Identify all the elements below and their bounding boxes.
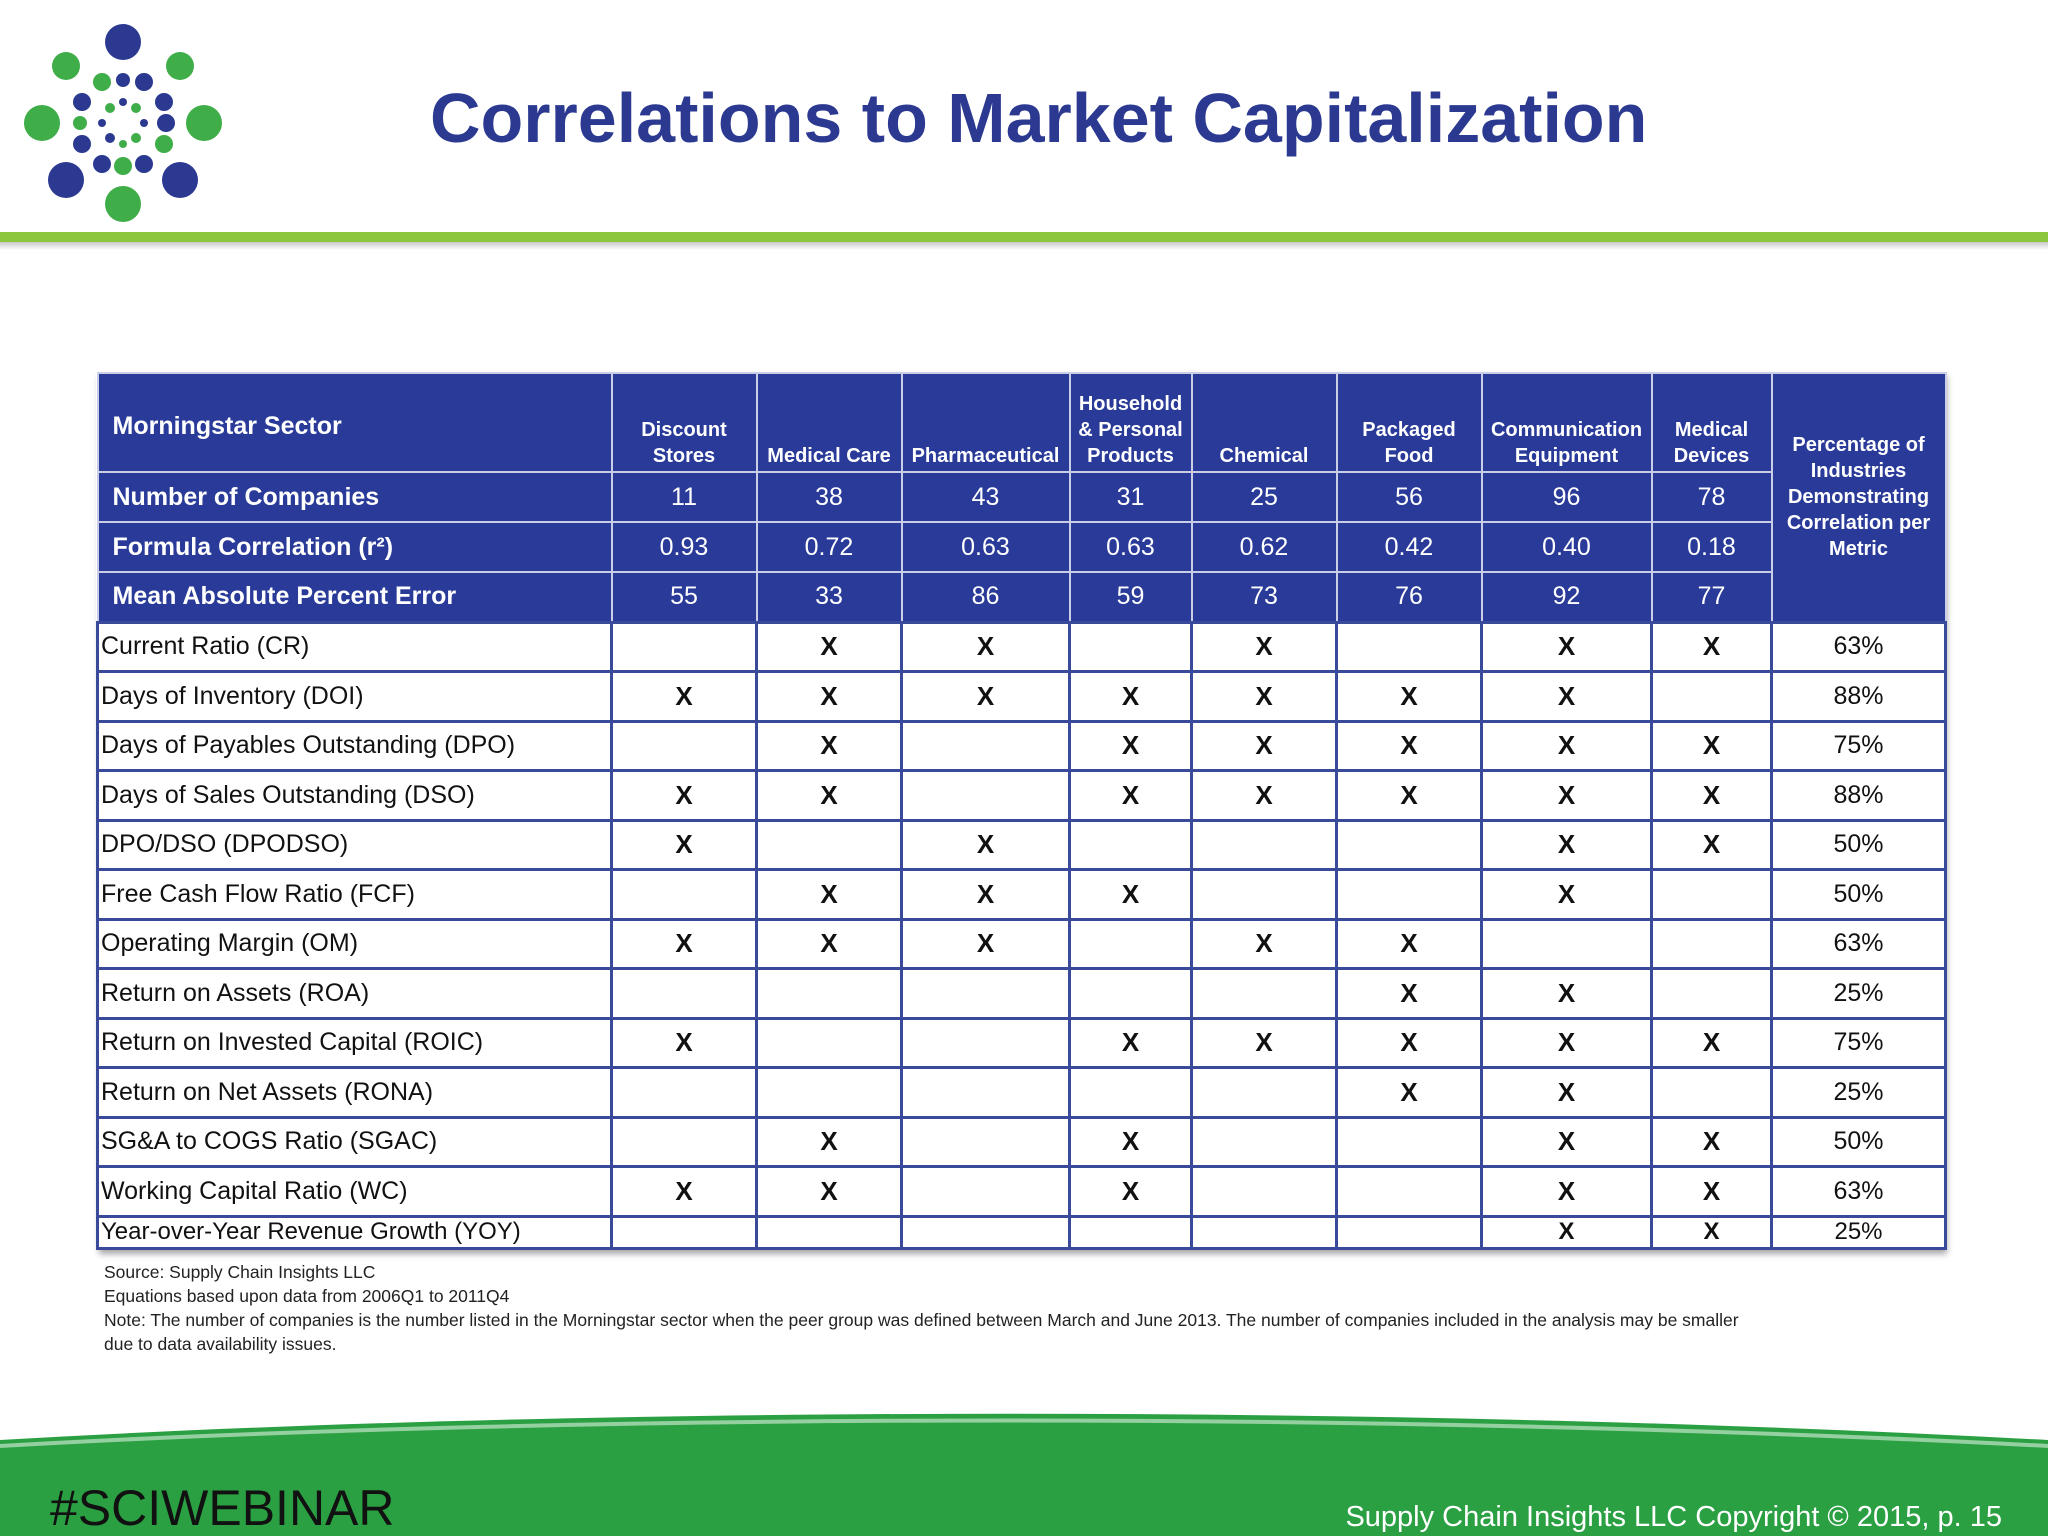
correlation-mark <box>1192 969 1337 1019</box>
correlation-mark: X <box>1482 820 1652 870</box>
summary-value: 11 <box>612 472 757 522</box>
correlation-mark <box>1652 1068 1772 1118</box>
correlation-mark <box>757 1018 902 1068</box>
metric-percentage: 75% <box>1772 1018 1946 1068</box>
correlation-mark <box>612 721 757 771</box>
correlation-mark <box>1192 1068 1337 1118</box>
correlation-mark: X <box>757 1117 902 1167</box>
correlation-mark: X <box>757 870 902 920</box>
metric-percentage: 25% <box>1772 969 1946 1019</box>
sector-header-line: Packaged <box>1362 419 1456 441</box>
summary-value: 31 <box>1070 472 1192 522</box>
equations-note: Equations based upon data from 2006Q1 to 2011Q4 <box>104 1286 510 1306</box>
sector-header-4 <box>1192 373 1337 472</box>
correlation-mark: X <box>1337 1068 1482 1118</box>
correlation-mark: X <box>1482 721 1652 771</box>
correlation-mark <box>612 622 757 672</box>
metric-row <box>98 672 1946 722</box>
correlation-mark: X <box>1652 622 1772 672</box>
metric-label: Current Ratio (CR) <box>98 622 612 672</box>
sector-label: Morningstar Sector <box>98 373 612 472</box>
correlation-mark: X <box>757 1167 902 1217</box>
percentage-header-line: Percentage of <box>1792 434 1925 457</box>
correlation-mark: X <box>757 771 902 821</box>
metric-label: Return on Net Assets (RONA) <box>98 1068 612 1118</box>
correlation-mark: X <box>612 1018 757 1068</box>
correlation-mark <box>612 969 757 1019</box>
sector-header-line: Medical <box>1674 419 1749 441</box>
summary-row-label: Number of Companies <box>98 472 612 522</box>
sector-header-line: Communication <box>1490 419 1643 441</box>
sector-header-line: Stores <box>652 445 716 467</box>
correlation-mark <box>757 820 902 870</box>
percentage-header-line: Correlation per <box>1786 512 1931 535</box>
metric-row <box>98 969 1946 1019</box>
correlation-mark: X <box>902 820 1070 870</box>
sector-header-0 <box>612 373 757 472</box>
summary-value: 76 <box>1337 572 1482 622</box>
correlation-mark: X <box>902 672 1070 722</box>
correlation-mark: X <box>1337 969 1482 1019</box>
sector-header-line: Pharmaceutical <box>911 445 1060 467</box>
company-logo <box>18 18 228 228</box>
correlation-mark <box>612 1068 757 1118</box>
sector-header-line: Food <box>1384 445 1434 467</box>
summary-value: 0.42 <box>1337 522 1482 572</box>
correlation-mark <box>1070 1216 1192 1248</box>
summary-value: 25 <box>1192 472 1337 522</box>
summary-value: 43 <box>902 472 1070 522</box>
correlation-table <box>96 372 1947 1250</box>
correlation-mark: X <box>1482 1068 1652 1118</box>
correlation-mark <box>757 1216 902 1248</box>
correlation-mark: X <box>1337 672 1482 722</box>
summary-value: 56 <box>1337 472 1482 522</box>
correlation-mark <box>1070 919 1192 969</box>
correlation-mark: X <box>757 919 902 969</box>
sector-header-1 <box>757 373 902 472</box>
correlation-mark: X <box>1337 1018 1482 1068</box>
correlation-mark <box>1652 672 1772 722</box>
correlation-mark: X <box>612 820 757 870</box>
sector-header-line: Medical Care <box>767 445 891 467</box>
metric-label: SG&A to COGS Ratio (SGAC) <box>98 1117 612 1167</box>
correlation-mark <box>1192 1167 1337 1217</box>
footer-hashtag: #SCIWEBINAR <box>50 1480 395 1536</box>
correlation-mark: X <box>1482 622 1652 672</box>
metric-percentage: 63% <box>1772 919 1946 969</box>
correlation-mark <box>1337 1216 1482 1248</box>
footer-copyright: Supply Chain Insights LLC Copyright © 2015, p. 15 <box>1345 1501 2002 1533</box>
metric-percentage: 88% <box>1772 672 1946 722</box>
sector-header-6 <box>1482 373 1652 472</box>
correlation-mark <box>1652 919 1772 969</box>
correlation-mark: X <box>612 672 757 722</box>
summary-value: 0.93 <box>612 522 757 572</box>
metric-percentage: 25% <box>1772 1216 1946 1248</box>
correlation-mark: X <box>902 622 1070 672</box>
correlation-mark <box>1337 1167 1482 1217</box>
correlation-mark: X <box>1482 771 1652 821</box>
correlation-mark: X <box>1652 771 1772 821</box>
correlation-mark <box>612 870 757 920</box>
summary-value: 0.63 <box>902 522 1070 572</box>
source-note: Source: Supply Chain Insights LLC <box>104 1262 376 1282</box>
correlation-mark: X <box>1482 870 1652 920</box>
metric-row <box>98 771 1946 821</box>
correlation-mark: X <box>1070 672 1192 722</box>
correlation-mark <box>1192 820 1337 870</box>
metric-row <box>98 721 1946 771</box>
metric-row <box>98 870 1946 920</box>
correlation-mark: X <box>1652 820 1772 870</box>
summary-value: 96 <box>1482 472 1652 522</box>
sector-header-line: Equipment <box>1514 445 1619 467</box>
metric-percentage: 50% <box>1772 870 1946 920</box>
metric-row <box>98 1117 1946 1167</box>
correlation-mark <box>1070 622 1192 672</box>
metric-percentage: 50% <box>1772 820 1946 870</box>
correlation-mark: X <box>1192 672 1337 722</box>
summary-value: 77 <box>1652 572 1772 622</box>
correlation-mark <box>1337 622 1482 672</box>
correlation-mark: X <box>612 1167 757 1217</box>
correlation-mark <box>902 1068 1070 1118</box>
summary-row <box>98 572 1946 622</box>
correlation-mark: X <box>902 870 1070 920</box>
metric-row <box>98 1068 1946 1118</box>
metric-row <box>98 1018 1946 1068</box>
header-divider <box>0 232 2048 242</box>
correlation-mark <box>1652 969 1772 1019</box>
correlation-mark: X <box>1070 771 1192 821</box>
metric-label: Year-over-Year Revenue Growth (YOY) <box>98 1216 612 1248</box>
correlation-mark: X <box>1652 1117 1772 1167</box>
metric-percentage: 63% <box>1772 622 1946 672</box>
correlation-mark: X <box>1070 721 1192 771</box>
summary-value: 78 <box>1652 472 1772 522</box>
correlation-mark: X <box>612 919 757 969</box>
summary-row-label: Formula Correlation (r²) <box>98 522 612 572</box>
correlation-mark <box>902 771 1070 821</box>
correlation-mark: X <box>1482 672 1652 722</box>
correlation-mark: X <box>1482 1167 1652 1217</box>
summary-value: 73 <box>1192 572 1337 622</box>
summary-value: 59 <box>1070 572 1192 622</box>
correlation-mark: X <box>757 721 902 771</box>
correlation-mark: X <box>1482 1018 1652 1068</box>
correlation-mark: X <box>1192 1018 1337 1068</box>
correlation-mark <box>902 1117 1070 1167</box>
metric-row <box>98 1216 1946 1248</box>
percentage-header <box>1772 373 1946 622</box>
metric-label: Operating Margin (OM) <box>98 919 612 969</box>
correlation-mark <box>1070 820 1192 870</box>
correlation-mark: X <box>1070 1018 1192 1068</box>
correlation-mark: X <box>1337 771 1482 821</box>
metric-row <box>98 622 1946 672</box>
percentage-header-line: Demonstrating <box>1787 486 1930 509</box>
correlation-mark: X <box>1482 1216 1652 1248</box>
correlation-mark <box>1337 870 1482 920</box>
summary-row-label: Mean Absolute Percent Error <box>98 572 612 622</box>
correlation-mark <box>757 969 902 1019</box>
metric-row <box>98 919 1946 969</box>
correlation-mark: X <box>902 919 1070 969</box>
table-notes <box>104 1260 1964 1356</box>
summary-value: 0.63 <box>1070 522 1192 572</box>
header-divider-shadow <box>0 242 2048 250</box>
summary-value: 92 <box>1482 572 1652 622</box>
correlation-mark: X <box>1192 721 1337 771</box>
correlation-mark: X <box>1652 721 1772 771</box>
correlation-mark: X <box>1070 1117 1192 1167</box>
correlation-mark: X <box>612 771 757 821</box>
logo-dots <box>24 24 222 222</box>
metric-label: Return on Assets (ROA) <box>98 969 612 1019</box>
correlation-mark: X <box>1070 870 1192 920</box>
sector-header-line: Chemical <box>1219 445 1309 467</box>
metric-label: Days of Payables Outstanding (DPO) <box>98 721 612 771</box>
correlation-mark <box>1192 1117 1337 1167</box>
correlation-mark: X <box>1482 1117 1652 1167</box>
sector-header-7 <box>1652 373 1772 472</box>
metric-label: DPO/DSO (DPODSO) <box>98 820 612 870</box>
metric-percentage: 50% <box>1772 1117 1946 1167</box>
correlation-mark <box>1192 870 1337 920</box>
summary-value: 0.72 <box>757 522 902 572</box>
summary-value: 38 <box>757 472 902 522</box>
sector-header-3 <box>1070 373 1192 472</box>
correlation-table-wrapper <box>96 372 1944 1250</box>
page-title: Correlations to Market Capitalization <box>430 79 1648 157</box>
summary-row <box>98 472 1946 522</box>
correlation-mark: X <box>1337 919 1482 969</box>
correlation-mark: X <box>1652 1167 1772 1217</box>
metric-label: Days of Inventory (DOI) <box>98 672 612 722</box>
correlation-mark: X <box>1192 771 1337 821</box>
metric-label: Return on Invested Capital (ROIC) <box>98 1018 612 1068</box>
sector-header-line: Discount <box>641 419 727 441</box>
correlation-mark <box>612 1117 757 1167</box>
summary-value: 55 <box>612 572 757 622</box>
sector-header-line: Household <box>1078 393 1183 415</box>
summary-value: 0.40 <box>1482 522 1652 572</box>
sector-header-line: Products <box>1087 445 1174 467</box>
table-header-row <box>98 373 1946 472</box>
correlation-mark <box>612 1216 757 1248</box>
correlation-mark <box>1482 919 1652 969</box>
metric-percentage: 88% <box>1772 771 1946 821</box>
summary-row <box>98 522 1946 572</box>
correlation-mark <box>1652 870 1772 920</box>
correlation-mark <box>1337 1117 1482 1167</box>
correlation-mark <box>902 1216 1070 1248</box>
correlation-mark <box>902 721 1070 771</box>
summary-value: 33 <box>757 572 902 622</box>
correlation-mark: X <box>1652 1216 1772 1248</box>
correlation-mark <box>1337 820 1482 870</box>
correlation-mark: X <box>1192 622 1337 672</box>
companies-note-line1: Note: The number of companies is the number listed in the Morningstar sector when the peer group was defined between March and June 2013. The number of companies included in the analysis may be smaller <box>104 1310 1739 1330</box>
correlation-mark: X <box>757 672 902 722</box>
metric-row <box>98 1167 1946 1217</box>
sector-header-line: Devices <box>1673 445 1750 467</box>
correlation-mark <box>1192 1216 1337 1248</box>
metric-percentage: 75% <box>1772 721 1946 771</box>
metric-percentage: 25% <box>1772 1068 1946 1118</box>
summary-value: 86 <box>902 572 1070 622</box>
sector-header-line: & Personal <box>1078 419 1183 441</box>
correlation-mark: X <box>1070 1167 1192 1217</box>
companies-note-line2: due to data availability issues. <box>104 1334 337 1354</box>
sector-header-5 <box>1337 373 1482 472</box>
summary-value: 0.18 <box>1652 522 1772 572</box>
metric-row <box>98 820 1946 870</box>
correlation-mark: X <box>1337 721 1482 771</box>
correlation-mark <box>757 1068 902 1118</box>
correlation-mark: X <box>757 622 902 672</box>
correlation-mark <box>1070 969 1192 1019</box>
summary-value: 0.62 <box>1192 522 1337 572</box>
correlation-mark <box>902 1018 1070 1068</box>
correlation-mark <box>902 969 1070 1019</box>
percentage-header-line: Metric <box>1829 538 1888 561</box>
correlation-mark: X <box>1192 919 1337 969</box>
correlation-mark: X <box>1652 1018 1772 1068</box>
percentage-header-line: Industries <box>1810 460 1907 483</box>
correlation-mark <box>1070 1068 1192 1118</box>
metric-label: Days of Sales Outstanding (DSO) <box>98 771 612 821</box>
metric-label: Working Capital Ratio (WC) <box>98 1167 612 1217</box>
metric-label: Free Cash Flow Ratio (FCF) <box>98 870 612 920</box>
correlation-mark <box>902 1167 1070 1217</box>
sector-header-2 <box>902 373 1070 472</box>
correlation-mark: X <box>1482 969 1652 1019</box>
metric-percentage: 63% <box>1772 1167 1946 1217</box>
